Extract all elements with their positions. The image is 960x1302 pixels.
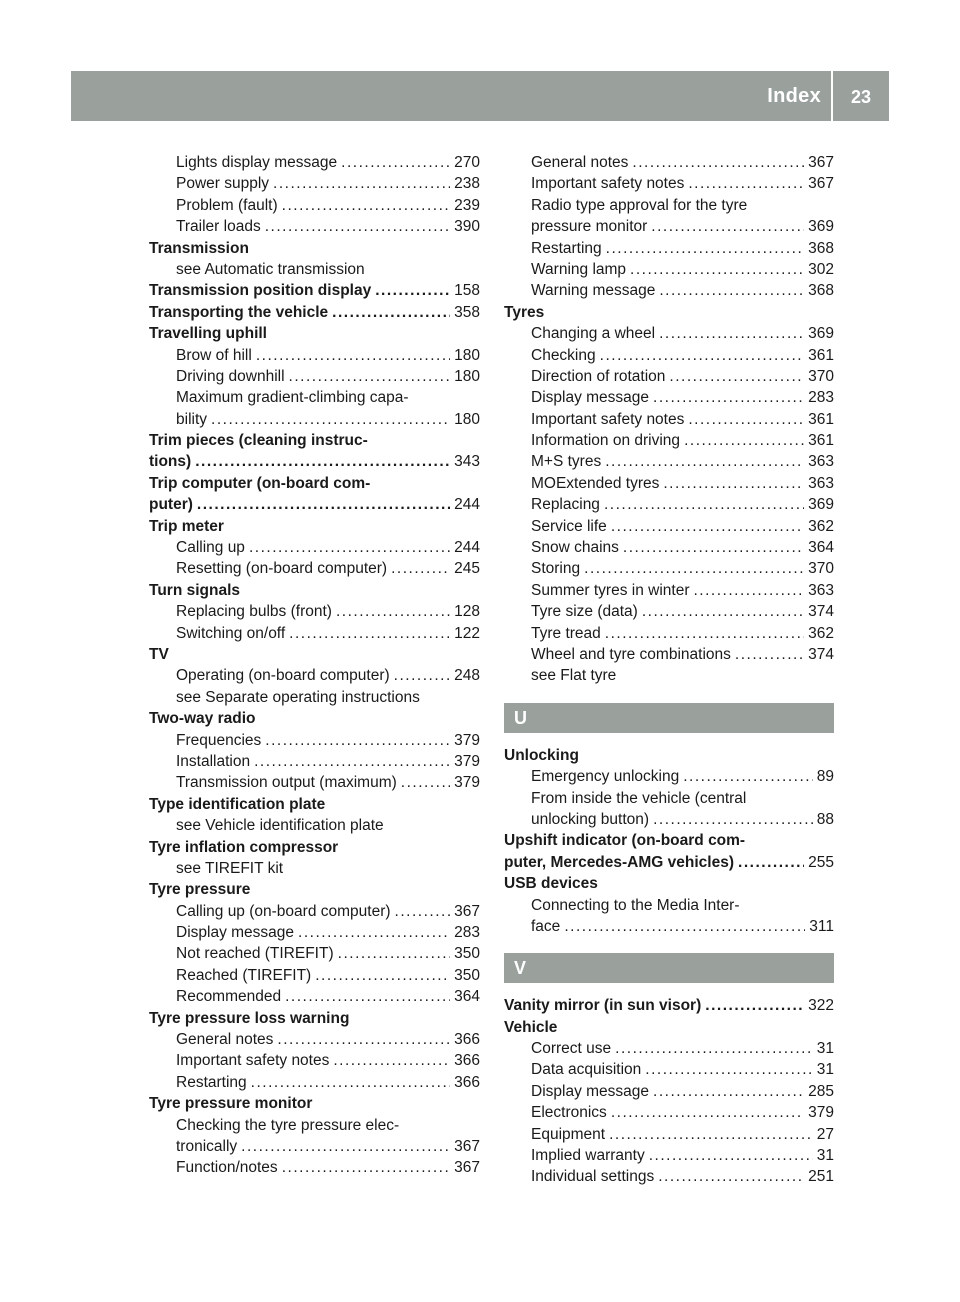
dot-leader [738,852,804,873]
page-reference[interactable]: 270 [454,154,480,171]
index-subentry [149,901,480,922]
index-subentry [504,537,834,558]
dot-leader [338,943,451,964]
dot-leader [341,152,450,173]
entry-label: General notes [531,154,629,171]
entry-label: tions) [149,453,192,471]
entry-label: Resetting (on-board computer) [176,560,388,578]
page-reference[interactable]: 244 [454,539,480,557]
page-header [71,71,889,121]
page-reference[interactable]: 238 [454,175,480,193]
index-subentry [149,558,480,579]
page-reference[interactable]: 366 [454,1073,480,1091]
page-reference[interactable]: 361 [808,432,834,450]
entry-label: Not reached (TIREFIT) [176,945,334,963]
page-reference[interactable]: 285 [808,1082,834,1100]
entry-label: Changing a wheel [531,325,656,343]
page-reference[interactable]: 390 [454,218,480,236]
dot-leader [256,345,450,366]
dot-leader [289,623,450,644]
index-heading: Tyre pressure monitor [149,1095,313,1113]
entry-label: Lights display message [176,154,338,171]
index-subentry [504,766,834,787]
entry-label: Emergency unlocking [531,768,680,786]
index-subentry [149,943,480,964]
entry-label: Restarting [176,1073,247,1091]
index-subentry [149,152,480,173]
dot-leader [564,916,805,937]
dot-leader [688,409,804,430]
index-subentry [149,965,480,986]
page-reference[interactable]: 367 [454,902,480,920]
index-see-reference: Checking the tyre pressure elec- [176,1116,400,1134]
page-reference[interactable]: 363 [808,581,834,599]
index-subentry [504,1145,834,1166]
dot-leader [663,473,804,494]
dot-leader [285,986,450,1007]
index-heading: Trim pieces (cleaning instruc- [149,432,368,450]
dot-leader [195,451,450,472]
entry-label: Frequencies [176,731,262,749]
entry-label: Transmission output (maximum) [176,774,397,792]
index-subentry [504,1081,834,1102]
page-reference[interactable]: 158 [454,282,480,300]
page-reference[interactable]: 239 [454,196,480,214]
page-reference[interactable]: 343 [454,453,480,471]
dot-leader [282,195,450,216]
page-reference[interactable]: 364 [808,539,834,557]
index-subentry [149,195,480,216]
dot-leader [688,173,804,194]
index-subentry [149,345,480,366]
dot-leader [684,430,804,451]
dot-leader [333,1050,450,1071]
dot-leader [277,1029,450,1050]
index-subentry [149,751,480,772]
page-reference[interactable]: 370 [808,560,834,578]
dot-leader [683,766,813,787]
index-subentry [504,323,834,344]
page-reference[interactable]: 379 [454,731,480,749]
page-reference[interactable]: 379 [454,774,480,792]
dot-leader [606,238,804,259]
section-title: Index [767,85,821,107]
dot-leader [600,345,805,366]
entry-label: Data acquisition [531,1061,642,1079]
page-reference[interactable]: 283 [454,924,480,942]
dot-leader [653,809,813,830]
index-subentry [149,1157,480,1178]
page-reference[interactable]: 180 [454,367,480,385]
dot-leader [211,409,450,430]
dot-leader [604,494,804,515]
dot-leader [653,387,804,408]
dot-leader [265,216,450,237]
entry-label: Information on driving [531,432,681,450]
index-subentry [149,922,480,943]
entry-label: General notes [176,1031,274,1049]
entry-label: Calling up [176,539,245,557]
entry-label: Function/notes [176,1159,278,1177]
dot-leader [394,665,450,686]
index-subentry [504,516,834,537]
dot-leader [645,1059,812,1080]
page-reference[interactable]: 367 [808,175,834,193]
index-subentry [504,345,834,366]
entry-label: Direction of rotation [531,367,666,385]
index-see-reference: From inside the vehicle (central [531,789,747,807]
page-reference[interactable]: 370 [808,367,834,385]
index-subentry [504,623,834,644]
entry-label: Brow of hill [176,346,252,364]
index-see-reference: see TIREFIT kit [176,859,284,877]
index-subentry [504,259,834,280]
dot-leader [251,1072,450,1093]
entry-label: MOExtended tyres [531,474,660,492]
entry-label: Tyre tread [531,624,601,642]
entry-label: Correct use [531,1040,612,1058]
page-reference[interactable]: 31 [816,1147,834,1165]
index-subentry [149,986,480,1007]
page-reference[interactable]: 244 [454,496,480,514]
entry-label: Wheel and tyre combinations [531,645,731,663]
dot-leader [254,751,450,772]
entry-label: Problem (fault) [176,196,278,214]
entry-label: Individual settings [531,1168,655,1186]
entry-label: Reached (TIREFIT) [176,966,312,984]
index-heading: Transmission [149,239,249,257]
dot-leader [336,601,450,622]
index-see-reference: Connecting to the Media Inter- [531,896,740,914]
page-reference[interactable]: 358 [454,303,480,321]
index-see-reference: see Vehicle identification plate [176,817,384,835]
dot-leader [375,280,450,301]
page-reference[interactable]: 368 [808,282,834,300]
entry-label: Important safety notes [531,410,685,428]
page-reference[interactable]: 251 [808,1168,834,1186]
page-reference[interactable]: 366 [454,1052,480,1070]
dot-leader [249,537,450,558]
entry-label: Replacing bulbs (front) [176,603,332,621]
page-reference[interactable]: 122 [454,624,480,642]
index-heading: Tyre pressure loss warning [149,1009,350,1027]
index-subentry [504,580,834,601]
entry-label: Snow chains [531,539,619,557]
index-subentry [149,730,480,751]
index-entry [504,995,834,1016]
index-entry [504,852,834,873]
page-reference[interactable]: 362 [808,517,834,535]
entry-label: pressure monitor [531,218,648,236]
index-subentry [149,409,480,430]
index-letter-heading: U [504,703,834,733]
entry-label: bility [176,410,208,428]
entry-label: tronically [176,1137,238,1155]
dot-leader [197,494,450,515]
entry-label: Electronics [531,1104,607,1122]
index-heading: TV [149,645,169,663]
entry-label: Important safety notes [176,1052,330,1070]
index-subentry [504,1038,834,1059]
page-reference[interactable]: 374 [808,645,834,663]
index-heading: Upshift indicator (on-board com- [504,832,746,850]
index-entry [149,494,480,515]
index-heading: Type identification plate [149,795,326,813]
entry-label: Calling up (on-board computer) [176,902,391,920]
index-subentry [504,1102,834,1123]
index-subentry [504,216,834,237]
dot-leader [401,772,450,793]
page-reference[interactable]: 283 [808,389,834,407]
dot-leader [332,302,450,323]
entry-label: Driving downhill [176,367,285,385]
entry-label: unlocking button) [531,810,650,828]
entry-label: Transmission position display [149,282,372,300]
entry-label: Warning message [531,282,656,300]
index-subentry [504,387,834,408]
entry-label: Replacing [531,496,600,514]
index-subentry [504,473,834,494]
dot-leader [391,558,450,579]
dot-leader [642,601,804,622]
page-reference[interactable]: 379 [454,752,480,770]
entry-label: Checking [531,346,596,364]
index-subentry [149,665,480,686]
page-reference[interactable]: 362 [808,624,834,642]
header-divider [831,71,833,121]
index-subentry [504,558,834,579]
entry-label: Display message [176,924,295,942]
index-subentry [504,1124,834,1145]
entry-label: Trailer loads [176,218,261,236]
dot-leader [282,1157,450,1178]
index-subentry [504,809,834,830]
page-reference[interactable]: 350 [454,945,480,963]
page-reference[interactable]: 374 [808,603,834,621]
index-subentry [504,644,834,665]
entry-label: Equipment [531,1125,606,1143]
entry-label: face [531,917,561,935]
dot-leader [265,730,450,751]
index-see-reference: Radio type approval for the tyre [531,196,748,214]
dot-leader [298,922,450,943]
index-entry [149,302,480,323]
page-reference[interactable]: 366 [454,1031,480,1049]
entry-label: Restarting [531,239,602,257]
dot-leader [669,366,804,387]
entry-label: Recommended [176,988,282,1006]
dot-leader [289,366,451,387]
index-see-reference: see Flat tyre [531,667,617,685]
page-reference[interactable]: 128 [454,603,480,621]
dot-leader [632,152,804,173]
page-reference[interactable]: 322 [808,997,834,1015]
index-subentry [504,1166,834,1187]
index-subentry [504,494,834,515]
dot-leader [273,173,450,194]
entry-label: Transporting the vehicle [149,303,329,321]
entry-label: Switching on/off [176,624,286,642]
page-reference[interactable]: 369 [808,496,834,514]
index-subentry [149,173,480,194]
index-heading: Trip meter [149,517,224,535]
dot-leader [659,323,804,344]
index-heading: Vehicle [504,1018,558,1036]
page-reference[interactable]: 361 [808,346,834,364]
index-subentry [149,1136,480,1157]
index-subentry [149,1029,480,1050]
page-reference[interactable]: 302 [808,260,834,278]
index-heading: Two-way radio [149,710,256,728]
dot-leader [605,623,804,644]
page-reference[interactable]: 368 [808,239,834,257]
index-subentry [149,601,480,622]
dot-leader [241,1136,450,1157]
page-reference[interactable]: 369 [808,325,834,343]
page-reference[interactable]: 27 [816,1125,834,1143]
dot-leader [611,516,804,537]
page-reference[interactable]: 364 [454,988,480,1006]
index-column-left [149,152,480,1179]
dot-leader [659,280,804,301]
index-see-reference: see Automatic transmission [176,260,365,278]
dot-leader [623,537,804,558]
page-reference[interactable]: 31 [816,1040,834,1058]
index-subentry [504,1059,834,1080]
page-reference[interactable]: 180 [454,410,480,428]
index-heading: Trip computer (on-board com- [149,474,371,492]
entry-label: puter, Mercedes-AMG vehicles) [504,853,734,871]
dot-leader [735,644,804,665]
entry-label: Display message [531,1082,650,1100]
index-subentry [149,1072,480,1093]
index-entry [149,451,480,472]
dot-leader [705,995,804,1016]
index-subentry [149,772,480,793]
page-reference[interactable]: 255 [808,853,834,871]
dot-leader [315,965,450,986]
index-subentry [504,366,834,387]
index-entry [149,280,480,301]
entry-label: Storing [531,560,581,578]
entry-label: Implied warranty [531,1147,645,1165]
page-reference[interactable]: 245 [454,560,480,578]
index-subentry [504,152,834,173]
page-reference[interactable]: 363 [808,474,834,492]
index-heading: Tyre inflation compressor [149,838,339,856]
page-reference[interactable]: 180 [454,346,480,364]
page-reference[interactable]: 367 [454,1137,480,1155]
dot-leader [658,1166,804,1187]
entry-label: Operating (on-board computer) [176,667,390,685]
index-heading: Tyres [504,303,545,321]
index-subentry [504,173,834,194]
index-subentry [149,623,480,644]
index-subentry [504,238,834,259]
entry-label: Power supply [176,175,270,193]
dot-leader [611,1102,804,1123]
dot-leader [649,1145,813,1166]
page-reference[interactable]: 369 [808,218,834,236]
index-subentry [504,409,834,430]
page-reference[interactable]: 367 [808,154,834,171]
index-subentry [504,916,834,937]
page-reference[interactable]: 31 [816,1061,834,1079]
index-heading: Turn signals [149,581,241,599]
index-letter-heading: V [504,953,834,983]
page-reference[interactable]: 367 [454,1159,480,1177]
dot-leader [693,580,804,601]
page-reference[interactable]: 379 [808,1104,834,1122]
entry-label: Important safety notes [531,175,685,193]
index-subentry [504,280,834,301]
index-subentry [504,451,834,472]
index-subentry [149,1050,480,1071]
entry-label: Vanity mirror (in sun visor) [504,997,702,1015]
index-subentry [504,430,834,451]
index-subentry [149,537,480,558]
index-heading: Unlocking [504,746,579,764]
index-heading: USB devices [504,875,598,893]
dot-leader [584,558,804,579]
entry-label: Warning lamp [531,260,627,278]
dot-leader [609,1124,813,1145]
entry-label: Installation [176,752,251,770]
page-reference[interactable]: 311 [809,917,834,935]
index-heading: Travelling uphill [149,325,267,343]
entry-label: puter) [149,496,193,514]
page-reference[interactable]: 361 [808,410,834,428]
page-number: 23 [850,87,871,107]
entry-label: Display message [531,389,650,407]
dot-leader [653,1081,804,1102]
entry-label: Service life [531,517,607,535]
dot-leader [395,901,451,922]
index-subentry [149,216,480,237]
index-see-reference: see Separate operating instructions [176,688,420,706]
entry-label: M+S tyres [531,453,602,471]
page-reference[interactable]: 350 [454,966,480,984]
index-heading: Tyre pressure [149,881,251,899]
dot-leader [615,1038,813,1059]
index-subentry [504,601,834,622]
entry-label: Tyre size (data) [531,603,638,621]
dot-leader [630,259,804,280]
index-subentry [149,366,480,387]
dot-leader [651,216,804,237]
index-see-reference: Maximum gradient-climbing capa- [176,389,409,407]
page-reference[interactable]: 248 [454,667,480,685]
page-reference[interactable]: 88 [816,810,834,828]
index-column-right [504,152,834,1188]
dot-leader [605,451,804,472]
entry-label: Summer tyres in winter [531,581,690,599]
page-reference[interactable]: 363 [808,453,834,471]
page-reference[interactable]: 89 [816,768,834,786]
